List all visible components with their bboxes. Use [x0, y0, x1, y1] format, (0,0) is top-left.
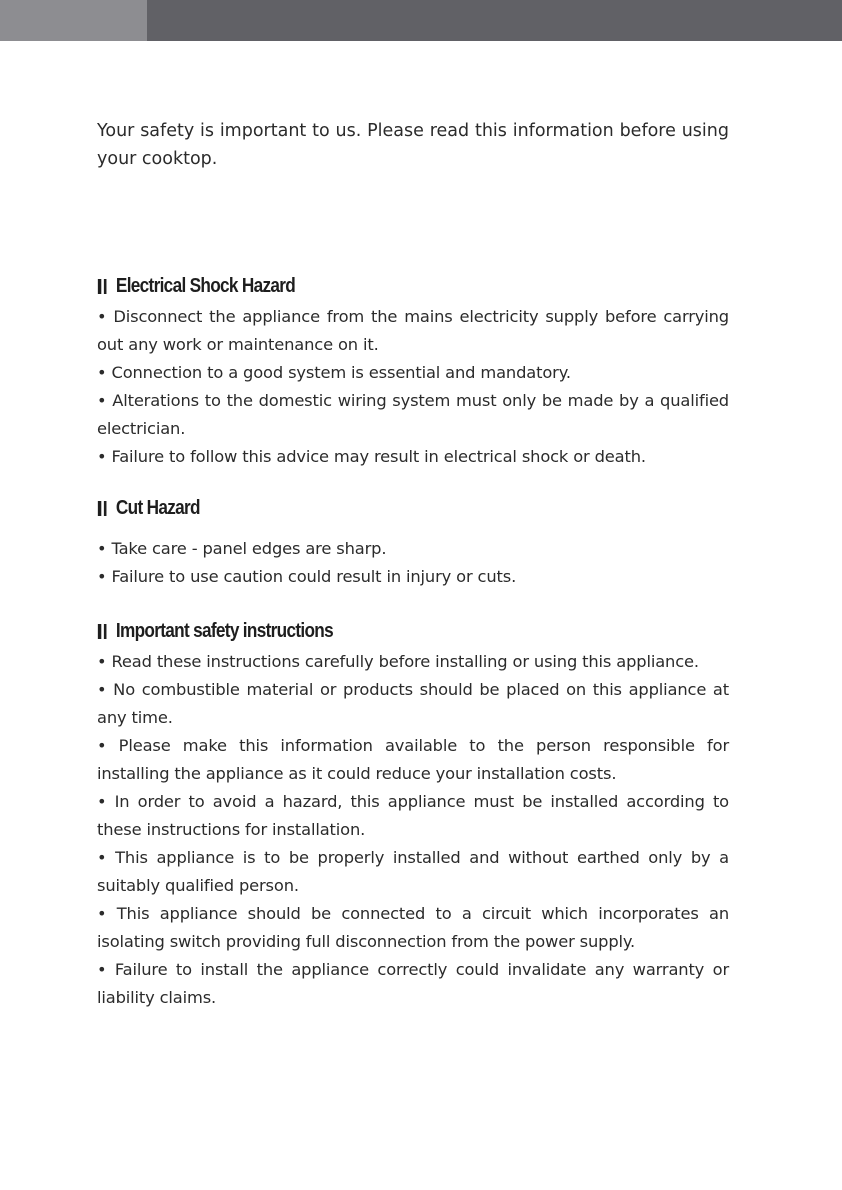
- bullet-list: [97, 535, 729, 591]
- section-marker-icon: [98, 501, 107, 516]
- list-item: • Failure to use caution could result in injury or cuts.: [97, 567, 517, 586]
- list-item: • Read these instructions carefully before installing or using this appliance.: [97, 652, 699, 671]
- section-marker-icon: [98, 279, 107, 294]
- section-title: [97, 616, 641, 646]
- list-item: • Connection to a good system is essential and mandatory.: [97, 363, 571, 382]
- list-item: • Disconnect the appliance from the mains electricity supply before carrying out any work or maintenance on it.: [97, 307, 729, 354]
- section-title-text: Cut Hazard: [115, 497, 200, 519]
- section-title-text: Electrical Shock Hazard: [115, 275, 296, 297]
- section-important-safety: [97, 616, 729, 1012]
- list-item: • No combustible material or products should be placed on this appliance at any time.: [97, 680, 729, 727]
- list-item: • This appliance should be connected to a circuit which incorporates an isolating switch providing full disconnection from the power supply.: [97, 904, 729, 951]
- bullet-list: [97, 648, 729, 1012]
- section-title-text: Important safety instructions: [115, 620, 333, 642]
- intro-text: Your safety is important to us. Please read this information before using your cooktop.: [97, 121, 729, 169]
- section-marker-icon: [98, 624, 107, 639]
- header-tab: [0, 0, 147, 41]
- page-content: [97, 117, 729, 1007]
- section-title: [97, 493, 641, 523]
- bullet-list: [97, 303, 729, 471]
- section-electrical-shock: [97, 271, 729, 471]
- list-item: • Alterations to the domestic wiring system must only be made by a qualified electrician.: [97, 391, 729, 438]
- list-item: • Please make this information available to the person responsible for installing the appliance as it could reduce your installation costs.: [97, 736, 729, 783]
- section-title: [97, 271, 641, 301]
- list-item: • Failure to install the appliance correctly could invalidate any warranty or liability claims.: [97, 960, 729, 1007]
- list-item: • This appliance is to be properly installed and without earthed only by a suitably qualified person.: [97, 848, 729, 895]
- list-item: • In order to avoid a hazard, this appliance must be installed according to these instructions for installation.: [97, 792, 729, 839]
- section-cut-hazard: [97, 493, 729, 591]
- list-item: • Take care - panel edges are sharp.: [97, 539, 387, 558]
- list-item: • Failure to follow this advice may result in electrical shock or death.: [97, 447, 646, 466]
